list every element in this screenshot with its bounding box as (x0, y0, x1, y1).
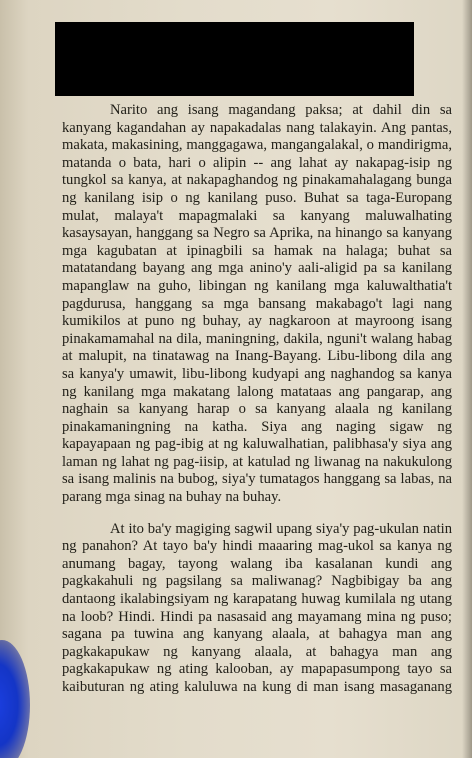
text-line: parang mga sinag na buhay na buhay. (62, 489, 282, 506)
text-line: tungkol sa kanya, at nakapaghandog ng pinakamahalagang bunga (62, 172, 452, 189)
text-line: kasaysayan, hanggang sa Negro sa Aprika, na hinango sa kanyang (62, 225, 452, 242)
text-line: pinakamaningning na katha. Siya ang naging sigaw ng (62, 418, 452, 435)
text-line: matatandang bayang ang mga anino'y aali-aligid pa sa kanilang (62, 260, 452, 277)
text-line: ng panahon? At tayo ba'y hindi maaaring mag-ukol sa kanya ng (62, 538, 452, 555)
text-line: kanyang kagandahan ay napakadalas nang talakayin. Ang pantas, (62, 119, 452, 136)
text-line: matanda o bata, hari o alipin -- ang lahat ay nakapag-isip ng (62, 154, 452, 171)
text-line: kaibuturan ng ating kaluluwa na kung di man isang masaganang (62, 679, 452, 695)
text-line: ng kanilang isip o ng kanilang puso. Buhat sa taga-Europang (62, 189, 452, 206)
paragraph-2 (62, 521, 452, 697)
body-text (62, 102, 452, 697)
text-line: pinakamamahal na dila, maningning, dakila, nguni't walang habag (62, 330, 452, 347)
text-line: Narito ang isang magandang paksa; at dahil din sa (110, 102, 452, 118)
text-line: mapanglaw na guho, libingan ng kanilang mga kaluwalthatia't (62, 277, 452, 294)
paragraph-gap (62, 507, 452, 521)
text-line: sagana pa tuwina ang kanyang alaala, at bahagya man ang (62, 626, 452, 643)
text-line: pagdurusa, hanggang sa mga bansang makabago't lagi nang (62, 295, 452, 312)
text-line: pagkakahuli ng pagsilang sa maliwanag? Nagbibigay ba ang (62, 573, 452, 590)
text-line: makata, makasining, manggagawa, mangangalakal, o mandirigma, (62, 137, 452, 154)
text-line: mga kagubatan at ipinagbili sa hamak na halaga; buhat sa (62, 242, 452, 259)
text-line: mulat, malaya't mapagmalaki sa kanyang maluwalhating (62, 207, 452, 224)
text-line: pagkakapukaw ng ating kalooban, ay mapapasumpong tayo sa (62, 661, 452, 678)
text-line: kapayapaan ng pag-ibig at ng kaluwalhatian, palibhasa'y siya ang (62, 436, 452, 453)
text-line: dantaong ikalabingsiyam ng karapatang huwag kumilala ng utang (62, 591, 452, 608)
text-line: anumang bagay, tayong walang iba kasalanan kundi ang (62, 555, 452, 572)
text-line: at malupit, na tinatawag na Inang-Bayang. Libu-libong dila ang (62, 348, 452, 365)
text-line: ng kanilang mga makatang lalong matataas ang pangarap, ang (62, 383, 452, 400)
text-line: sa kanya'y umawit, libu-libong kudyapi ang naghandog sa kanya (62, 365, 452, 382)
text-line: pagkakapukaw ng kanyang alaala, at bahagya man ang (62, 643, 452, 660)
thumb-blur (0, 640, 30, 758)
text-line: na loob? Hindi. Hindi pa nasasaid ang mayamang mina ng puso; (62, 608, 452, 625)
text-line: naghain sa kanyang harap o sa kanyang alaala ng kanilang (62, 401, 452, 418)
paragraph-1 (62, 102, 452, 507)
text-line: At ito ba'y magiging sagwil upang siya'y pag-ukulan natin (110, 520, 452, 537)
text-line: kumikilos at puno ng buhay, ay nagkaroon at mayroong isang (62, 313, 452, 330)
text-line: sa isang malinis na bubog, siya'y tumatagos hanggang sa labas, na (62, 471, 452, 488)
text-line: laman ng lahat ng pag-iisip, at katulad ng liwanag na nakukulong (62, 453, 452, 470)
redaction-bar (55, 22, 414, 96)
